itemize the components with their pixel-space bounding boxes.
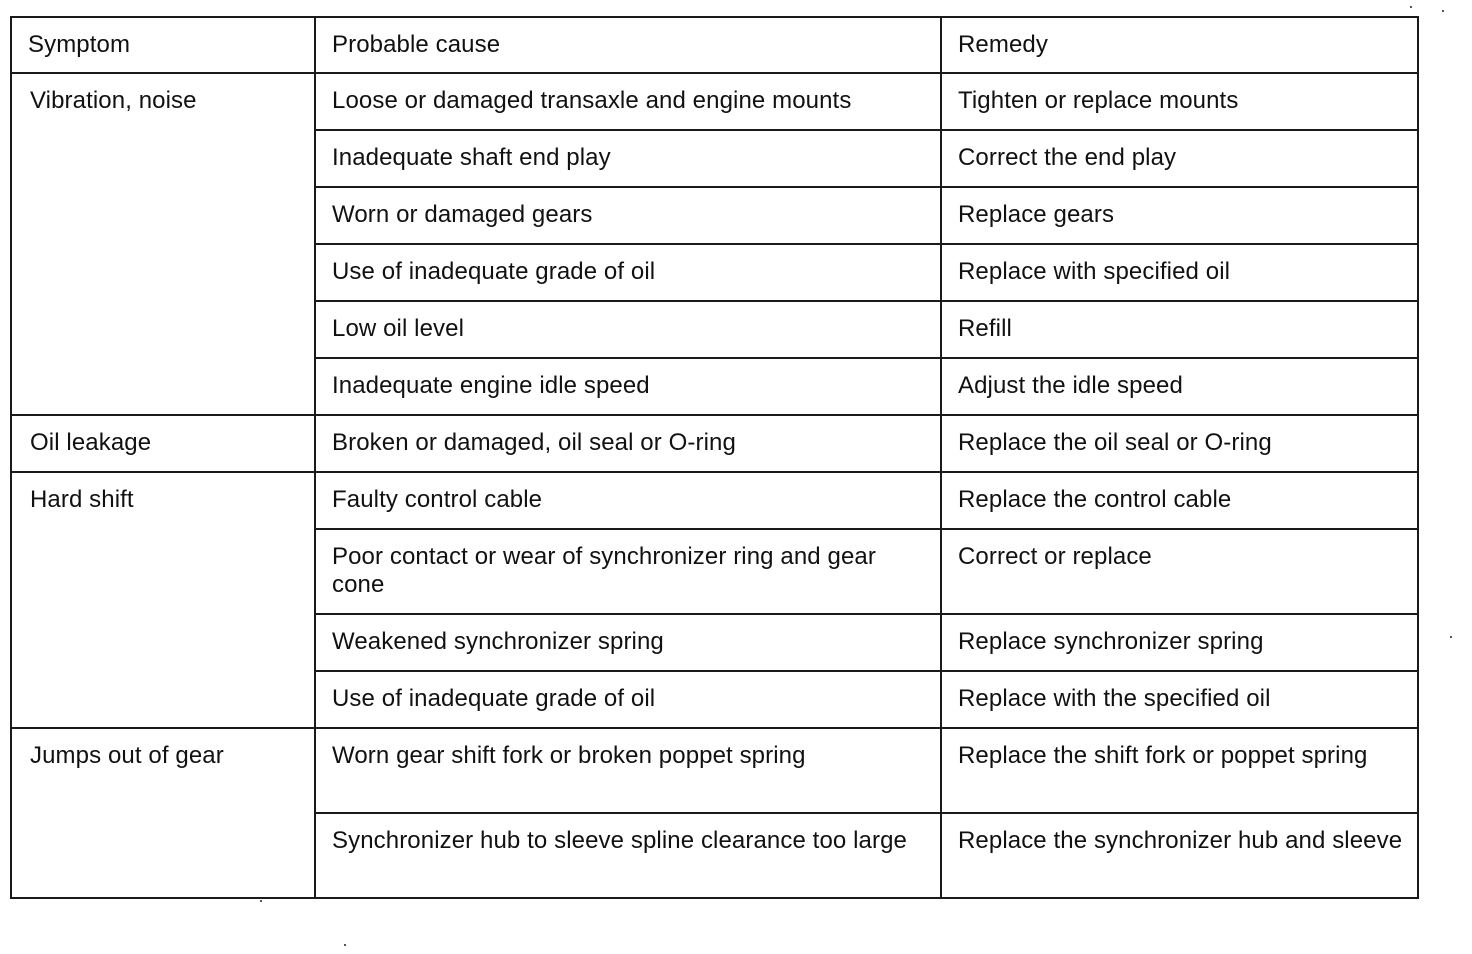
table-row xyxy=(11,472,1418,529)
header-remedy: Remedy xyxy=(941,17,1418,73)
remedy-cell: Replace with the specified oil xyxy=(941,671,1418,728)
symptom-cell: Hard shift xyxy=(11,472,315,728)
cause-cell: Faulty control cable xyxy=(315,472,941,529)
cause-cell: Low oil level xyxy=(315,301,941,358)
remedy-cell: Replace the control cable xyxy=(941,472,1418,529)
table-header-row xyxy=(11,17,1418,73)
cause-cell: Worn gear shift fork or broken poppet spring xyxy=(315,728,941,813)
symptom-cell: Vibration, noise xyxy=(11,73,315,415)
remedy-cell: Tighten or replace mounts xyxy=(941,73,1418,130)
cause-cell: Synchronizer hub to sleeve spline clearance too large xyxy=(315,813,941,898)
scan-speck xyxy=(1410,6,1412,8)
remedy-cell: Correct the end play xyxy=(941,130,1418,187)
cause-cell: Inadequate shaft end play xyxy=(315,130,941,187)
cause-cell: Loose or damaged transaxle and engine mounts xyxy=(315,73,941,130)
cause-cell: Weakened synchronizer spring xyxy=(315,614,941,671)
scan-speck xyxy=(260,900,262,902)
remedy-cell: Replace the oil seal or O-ring xyxy=(941,415,1418,472)
remedy-cell: Replace the synchronizer hub and sleeve xyxy=(941,813,1418,898)
remedy-cell: Adjust the idle speed xyxy=(941,358,1418,415)
symptom-cell: Oil leakage xyxy=(11,415,315,472)
remedy-cell: Replace the shift fork or poppet spring xyxy=(941,728,1418,813)
scan-speck xyxy=(344,944,346,946)
cause-cell: Poor contact or wear of synchronizer ring and gear cone xyxy=(315,529,941,614)
scan-speck xyxy=(1450,636,1452,638)
cause-cell: Worn or damaged gears xyxy=(315,187,941,244)
table-row xyxy=(11,415,1418,472)
remedy-cell: Replace with specified oil xyxy=(941,244,1418,301)
remedy-cell: Correct or replace xyxy=(941,529,1418,614)
table-row xyxy=(11,73,1418,130)
header-symptom: Symptom xyxy=(11,17,315,73)
remedy-cell: Replace synchronizer spring xyxy=(941,614,1418,671)
cause-cell: Inadequate engine idle speed xyxy=(315,358,941,415)
cause-cell: Broken or damaged, oil seal or O-ring xyxy=(315,415,941,472)
symptom-cell: Jumps out of gear xyxy=(11,728,315,898)
cause-cell: Use of inadequate grade of oil xyxy=(315,244,941,301)
cause-cell: Use of inadequate grade of oil xyxy=(315,671,941,728)
scan-speck xyxy=(1442,10,1444,12)
header-probable-cause: Probable cause xyxy=(315,17,941,73)
table-row xyxy=(11,728,1418,813)
troubleshooting-table xyxy=(10,16,1419,899)
remedy-cell: Refill xyxy=(941,301,1418,358)
remedy-cell: Replace gears xyxy=(941,187,1418,244)
